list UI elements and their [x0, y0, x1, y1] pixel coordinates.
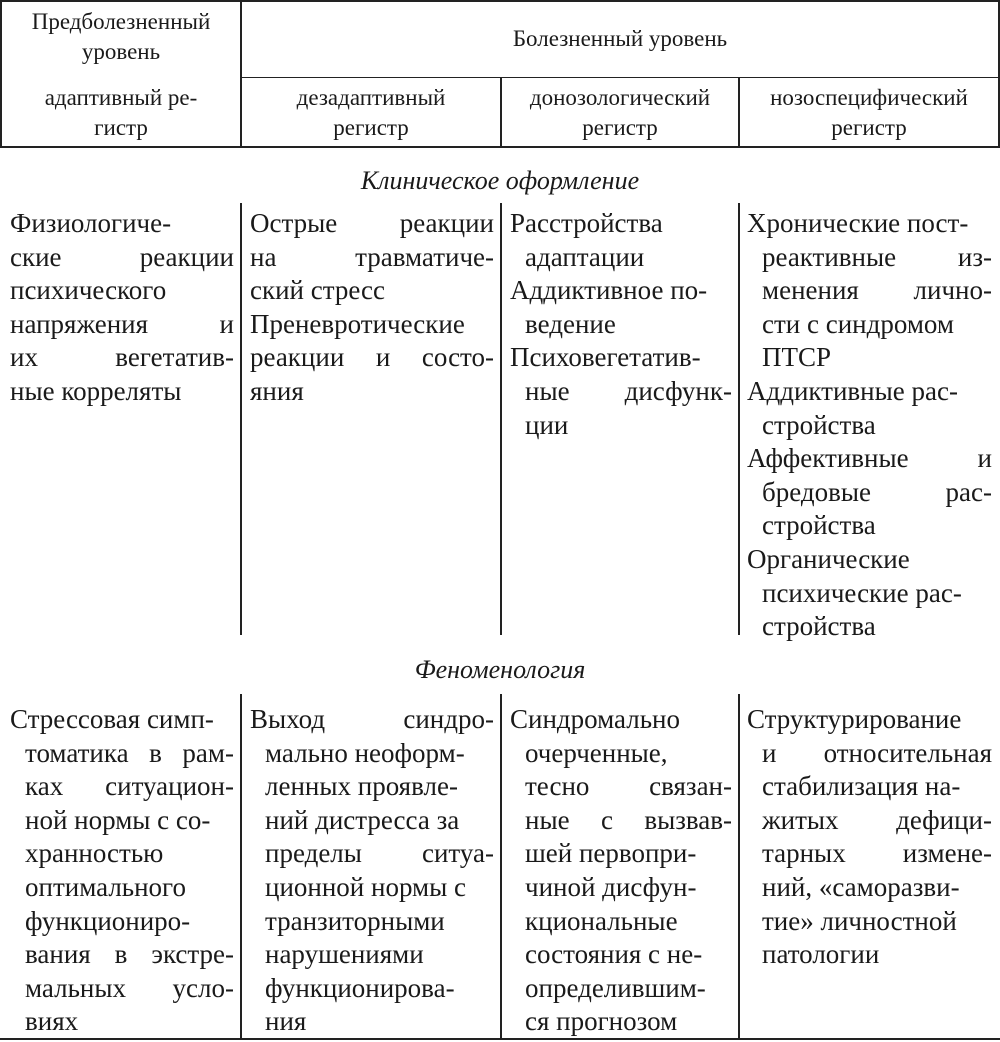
cell-line: функционирова- — [265, 972, 455, 1003]
cell-line: томатика в рам- — [25, 737, 234, 768]
cell-line: стройства — [762, 611, 876, 642]
cell-line: тие» личностной — [762, 905, 957, 936]
cell-line: Синдромально — [510, 704, 680, 734]
cell-line: ведение — [525, 308, 616, 339]
register-adaptive — [2, 83, 240, 143]
cell-phenomenology-nosospecific — [747, 703, 992, 972]
cell-line: ПТСР — [762, 342, 832, 373]
cell-phenomenology-disadaptive — [250, 703, 494, 1039]
cell-line: мальных усло- — [25, 972, 234, 1003]
cell-line: реакции и состо- — [250, 342, 494, 373]
cell-line: хранностью — [25, 838, 164, 869]
cell-line: Органические — [747, 543, 910, 574]
cell-line: ные дисфунк- — [525, 375, 732, 406]
cell-phenomenology-donosological — [510, 703, 732, 1039]
cell-line: нарушениями — [265, 939, 424, 970]
cell-clinical-nosospecific — [747, 207, 992, 644]
cell-line: стройства — [762, 409, 876, 440]
header-pre-disease-level — [2, 7, 240, 67]
cell-line: житых дефици- — [762, 804, 992, 835]
register-disadaptive — [242, 83, 500, 143]
register-line: дезадаптивный — [296, 85, 446, 110]
cell-line: тесно связан- — [525, 771, 732, 802]
section1-col-divider-1 — [240, 203, 242, 635]
cell-line: ные с вызвав- — [525, 804, 732, 835]
cell-line: кциональные — [525, 905, 678, 936]
cell-phenomenology-adaptive — [10, 703, 234, 1039]
cell-line: ний, «саморазви- — [762, 871, 960, 902]
cell-line: функциониро- — [25, 905, 191, 936]
cell-line: стабилизация на- — [762, 771, 961, 802]
header-pre-disease-line: Предболезненный — [31, 9, 211, 34]
cell-line: адаптации — [525, 241, 645, 272]
cell-line: определившим- — [525, 972, 706, 1003]
cell-line: Хронические пост- — [747, 208, 969, 238]
cell-line: тарных измене- — [762, 838, 992, 869]
register-line: регистр — [333, 115, 409, 140]
cell-line: ции — [525, 409, 569, 440]
cell-line: ках ситуацион- — [25, 771, 234, 802]
cell-line: сти с синдромом — [762, 308, 954, 339]
cell-line: Преневротические — [250, 308, 465, 339]
cell-line: оптимального — [25, 871, 186, 902]
cell-clinical-adaptive — [10, 207, 234, 409]
cell-line: пределы ситуа- — [265, 838, 494, 869]
cell-line: ний дистресса за — [265, 804, 460, 835]
cell-line: яния — [250, 375, 304, 406]
register-donosological — [502, 83, 738, 143]
cell-line: Аддиктивное по- — [510, 275, 708, 306]
cell-line: патологии — [762, 939, 880, 970]
header-pre-disease-line: уровень — [81, 39, 161, 64]
register-line: гистр — [94, 115, 148, 140]
register-line: адаптивный ре- — [44, 85, 198, 110]
header-divider — [240, 77, 1000, 78]
cell-line: Острые реакции — [250, 208, 494, 238]
header-disease-label: Болезненный уровень — [512, 26, 728, 51]
cell-line: вания в экстре- — [25, 939, 234, 970]
cell-line: виях — [25, 1006, 79, 1037]
cell-line: ся прогнозом — [525, 1006, 678, 1037]
cell-line: мально неоформ- — [265, 737, 465, 768]
register-line: регистр — [831, 115, 907, 140]
register-line: регистр — [582, 115, 658, 140]
section2-col-divider-1 — [240, 694, 242, 1039]
cell-line: Физиологиче- — [10, 208, 172, 238]
cell-line: ленных проявле- — [265, 771, 458, 802]
cell-line: ский стресс — [250, 275, 385, 306]
cell-line: Выход синдро- — [250, 704, 494, 734]
cell-line: на травматиче- — [250, 241, 494, 272]
header-disease-level — [242, 24, 998, 54]
cell-line: ния — [265, 1006, 307, 1037]
cell-line: ные корреляты — [10, 375, 182, 406]
cell-line: Расстройства — [510, 208, 663, 238]
cell-line: реактивные из- — [762, 241, 992, 272]
cell-line: Структурирование — [747, 704, 962, 734]
section-title-clinical: Клиническое оформление — [360, 166, 640, 195]
cell-line: их вегетатив- — [10, 342, 234, 373]
cell-line: стройства — [762, 510, 876, 541]
cell-line: чиной дисфун- — [525, 871, 697, 902]
cell-line: бредовые рас- — [762, 476, 992, 507]
cell-line: шей первопри- — [525, 838, 697, 869]
cell-line: очерченные, — [525, 737, 668, 768]
register-line: нозоспецифический — [770, 85, 968, 110]
section-title-phenomenology: Феноменология — [414, 655, 586, 684]
cell-line: Стрессовая симп- — [10, 704, 214, 734]
register-line: донозологический — [529, 85, 711, 110]
cell-line: менения лично- — [762, 275, 992, 306]
cell-line: Аффективные и — [747, 443, 992, 474]
cell-line: психические рас- — [762, 577, 962, 608]
cell-clinical-donosological — [510, 207, 732, 442]
register-nosospecific — [740, 83, 998, 143]
cell-line: и относительная — [762, 737, 992, 768]
cell-line: Аддиктивные рас- — [747, 375, 958, 406]
section2-col-divider-3 — [738, 694, 740, 1039]
section1-col-divider-2 — [500, 203, 502, 635]
cell-clinical-disadaptive — [250, 207, 494, 409]
cell-line: психического — [10, 275, 167, 306]
cell-line: ционной нормы с — [265, 871, 466, 902]
cell-line: транзиторными — [265, 905, 445, 936]
cell-line: Психовегетатив- — [510, 342, 701, 373]
cell-line: ские реакции — [10, 241, 234, 272]
table-top-border — [0, 0, 1000, 2]
section2-col-divider-2 — [500, 694, 502, 1039]
cell-line: состояния с не- — [525, 939, 703, 970]
cell-line: напряжения и — [10, 308, 234, 339]
section1-col-divider-3 — [738, 203, 740, 635]
cell-line: ной нормы с со- — [25, 804, 211, 835]
